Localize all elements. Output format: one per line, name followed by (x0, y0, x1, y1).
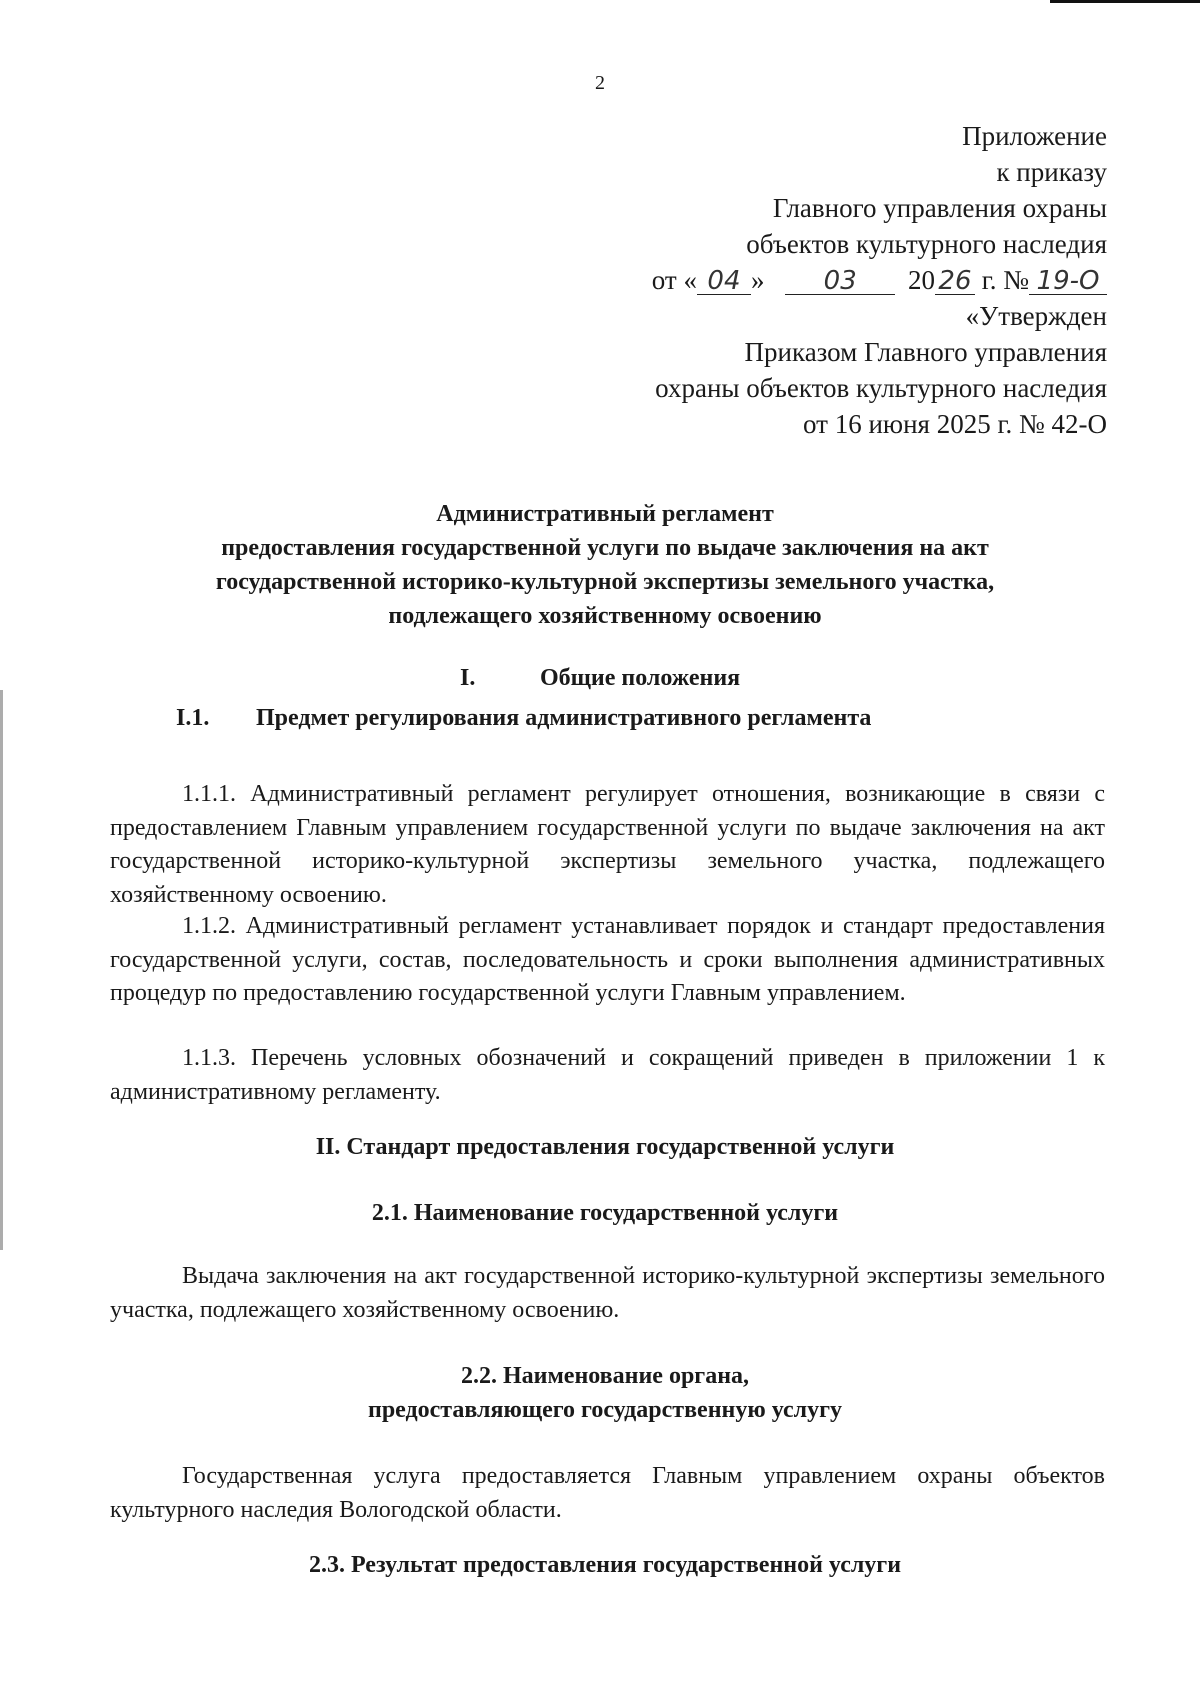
handwritten-order-number: 19-О (1029, 268, 1107, 295)
section-heading-2-3: 2.3. Результат предоставления государственной услуги (308, 1552, 902, 1578)
paragraph-1-1-3: 1.1.3. Перечень условных обозначений и сокращений приведен в приложении 1 к административному регламенту. (110, 1045, 1105, 1105)
appendix-authority-2: объектов культурного наследия (746, 229, 1107, 259)
appendix-label: Приложение (962, 121, 1107, 151)
appendix-authority: Главного управления охраны (772, 193, 1107, 223)
section-heading-1-1: I.1. Предмет регулирования административного регламента (176, 705, 872, 731)
paragraph-2-2: Государственная услуга предоставляется Главным управлением охраны объектов культурного наследия Вологодской области. (110, 1463, 1105, 1523)
paragraph-1-1-2: 1.1.2. Административный регламент устанавливает порядок и стандарт предоставления государственной услуги, состав, последовательность и сроки выполнения административных процедур по предоставлению государственной услуги Главным управлением. (110, 913, 1105, 1006)
approved-by: Приказом Главного управления (744, 337, 1107, 367)
scan-artifact-left-edge (0, 690, 3, 1250)
document-title: Административный регламент предоставления государственной услуги по выдаче заключения на акт государственной историко-культурной экспертизы земельного участка, подлежащего хозяйственному освоению (215, 501, 995, 629)
appendix-to-order: к приказу (996, 157, 1107, 187)
paragraph-1-1-1: 1.1.1. Административный регламент регулирует отношения, возникающие в связи с предоставлением Главным управлением государственной услуги по выдаче заключения на акт государственной историко-культурной экспертизы земельного участка, подлежащего хозяйственному освоению. (110, 781, 1105, 908)
page-number: 2 (595, 72, 605, 94)
handwritten-day: 04 (697, 268, 751, 295)
section-heading-1: I. Общие положения (460, 665, 741, 691)
paragraph-2-1: Выдача заключения на акт государственной историко-культурной экспертизы земельного участка, подлежащего хозяйственному освоению. (110, 1263, 1105, 1323)
approved-org: охраны объектов культурного наследия (655, 373, 1107, 403)
scan-artifact-top-right (1050, 0, 1200, 3)
handwritten-month: 03 (785, 268, 895, 295)
section-heading-2-2: 2.2. Наименование органа, предоставляющего государственную услугу (368, 1363, 842, 1423)
section-heading-2: II. Стандарт предоставления государственной услуги (315, 1134, 895, 1160)
approved-date: от 16 июня 2025 г. № 42-О (803, 409, 1107, 439)
handwritten-year: 26 (935, 268, 975, 295)
approved-label: «Утвержден (965, 301, 1107, 331)
appendix-header (467, 118, 1107, 442)
order-date-line: от « 04 » 03 20 26 г. № 19-О (467, 262, 1107, 298)
section-heading-2-1: 2.1. Наименование государственной услуги (371, 1200, 839, 1226)
